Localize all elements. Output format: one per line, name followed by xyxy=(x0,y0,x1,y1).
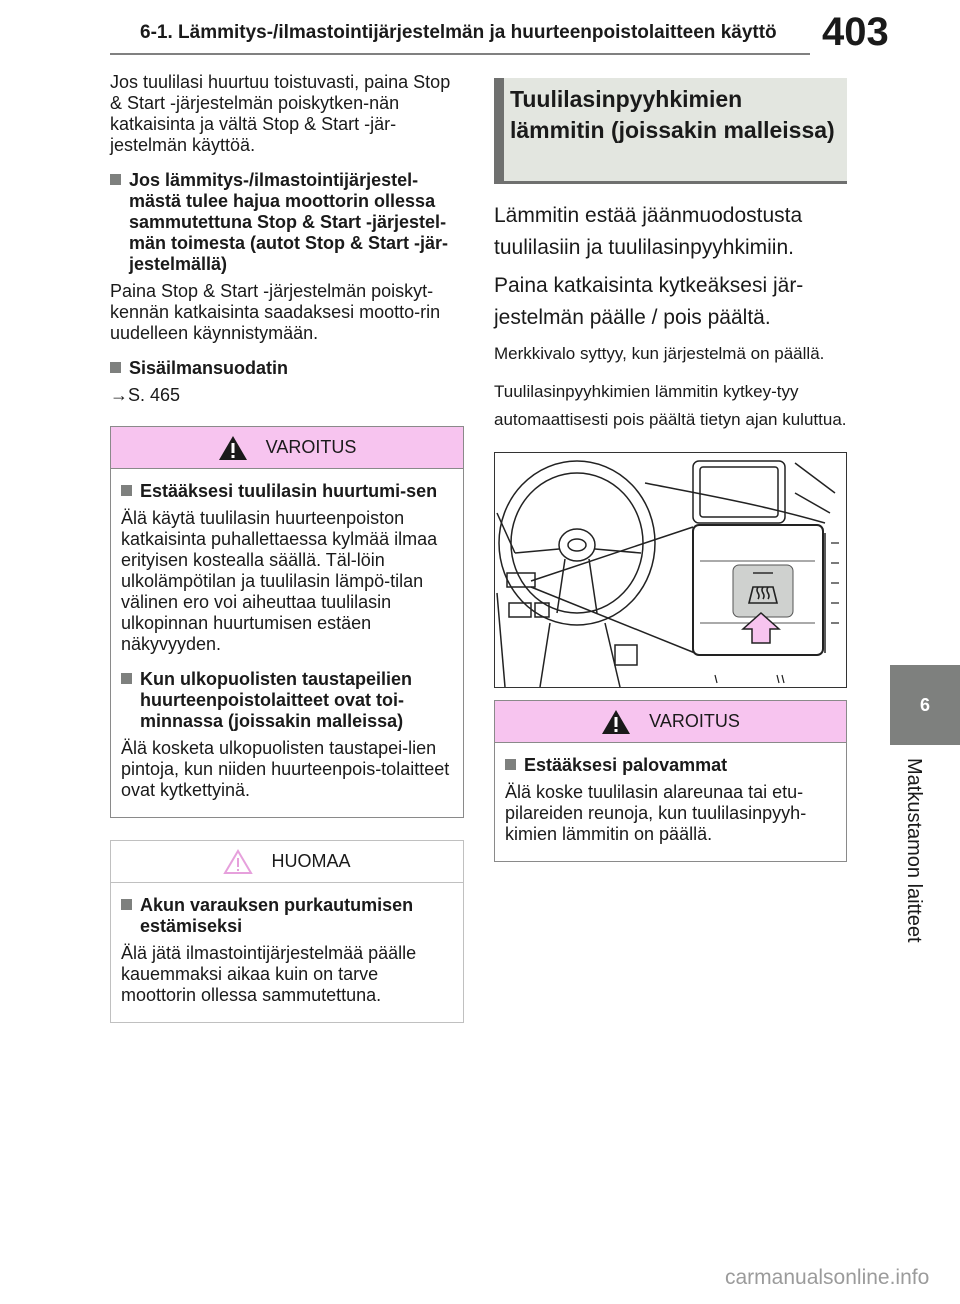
notice-item-heading-text: Akun varauksen purkautumisen estämiseksi xyxy=(140,895,414,936)
warning-item-text: Älä kosketa ulkopuolisten taustapei-lien pintoja, kun niiden huurteenpois-tolaitteet ovat kytkettyinä. xyxy=(121,738,450,800)
section-title-box xyxy=(494,78,847,184)
warning-box-right xyxy=(494,700,847,862)
notice-box xyxy=(110,840,464,1023)
warning-item-heading-text: Estääksesi palovammat xyxy=(524,755,728,775)
warning-triangle-icon xyxy=(601,709,631,735)
header-divider xyxy=(110,53,810,55)
notice-header xyxy=(111,841,463,883)
odor-heading-text: Jos lämmitys-/ilmastointijärjestel-mästä tulee hajua moottorin ollessa sammutettuna Stop & Start -järjestel-män toimesta (autot Stop & Start -jär-jestelmällä) xyxy=(129,170,449,274)
bullet-square-icon xyxy=(121,899,132,910)
warning-item-heading-text: Kun ulkopuolisten taustapeilien huurteenpoistolaitteet ovat toi-minnassa (joissakin malleissa) xyxy=(140,669,413,731)
filter-ref-text: S. 465 xyxy=(128,385,181,405)
dashboard-illustration xyxy=(494,452,847,688)
notice-item-text: Älä jätä ilmastointijärjestelmää päälle kauemmaksi aikaa kuin on tarve moottorin ollessa sammutettuna. xyxy=(121,943,417,1005)
filter-page-reference[interactable] xyxy=(110,385,464,406)
bullet-square-icon xyxy=(110,362,121,373)
bullet-square-icon xyxy=(505,759,516,770)
notice-item-heading xyxy=(121,895,453,937)
note-paragraph-2: Tuulilasinpyyhkimien lämmitin kytkey-tyy automaattisesti pois päältä tietyn ajan kuluttua. xyxy=(494,382,847,429)
filter-heading-text: Sisäilmansuodatin xyxy=(129,358,289,378)
chapter-label: Matkustamon laitteet xyxy=(903,758,925,943)
bullet-square-icon xyxy=(110,174,121,185)
lead-paragraph-2: Paina katkaisinta kytkeäksesi jär-jestelmän päälle / pois päältä. xyxy=(494,274,804,329)
arrow-right-icon: → xyxy=(110,385,128,405)
site-watermark: carmanualsonline.info xyxy=(725,1266,930,1289)
warning-triangle-icon xyxy=(218,435,248,461)
lead-paragraph-1: Lämmitin estää jäänmuodostusta tuulilasiin ja tuulilasinpyyhkimiin. xyxy=(494,204,803,259)
notice-title: HUOMAA xyxy=(271,851,351,871)
warning-item-heading xyxy=(121,481,453,502)
notice-body xyxy=(111,883,463,1022)
bullet-square-icon xyxy=(121,485,132,496)
warning-title: VAROITUS xyxy=(265,437,357,457)
notice-triangle-icon xyxy=(223,849,253,875)
warning-box-left xyxy=(110,426,464,818)
warning-item-heading-text: Estääksesi tuulilasin huurtumi-sen xyxy=(140,481,438,501)
warning-item-heading xyxy=(505,755,836,776)
section-accent-bar xyxy=(494,78,504,181)
intro-paragraph: Jos tuulilasi huurtuu toistuvasti, paina Stop & Start -järjestelmän poiskytken-nän katkaisinta ja vältä Stop & Start -jär-jestelmän käyttöä. xyxy=(110,72,451,155)
odor-heading xyxy=(110,170,464,275)
right-column xyxy=(494,78,847,884)
page-number: 403 xyxy=(822,10,889,54)
warning-title: VAROITUS xyxy=(649,711,740,731)
warning-item-text: Älä koske tuulilasin alareunaa tai etu-pilareiden reunoja, kun tuulilasinpyyh-kimien lämmitin on päällä. xyxy=(505,782,807,844)
note-paragraph-1: Merkkivalo syttyy, kun järjestelmä on päällä. xyxy=(494,344,825,363)
dashboard-drawing xyxy=(495,453,846,687)
odor-paragraph: Paina Stop & Start -järjestelmän poiskyt-kennän katkaisinta saadaksesi mootto-rin uudelleen käynnistymään. xyxy=(110,281,441,343)
warning-header xyxy=(111,427,463,469)
chapter-tab[interactable]: 6 xyxy=(890,665,960,745)
warning-header xyxy=(495,701,846,743)
section-title: Tuulilasinpyyhkimien lämmitin (joissakin malleissa) xyxy=(510,86,835,143)
page-header-title: 6-1. Lämmitys-/ilmastointijärjestelmän ja huurteenpoistolaitteen käyttö xyxy=(140,22,777,43)
warning-item-text: Älä käytä tuulilasin huurteenpoiston katkaisinta puhallettaessa kylmää ilmaa erityisen kostealla säällä. Täl-löin ulkolämpötilan ja tuulilasin lämpö-tilan välinen ero voi aiheuttaa tuulilasin ulkopinnan huurtumisen estäen näkyvyyden. xyxy=(121,508,438,654)
filter-heading xyxy=(110,358,464,379)
warning-item-heading xyxy=(121,669,453,732)
warning-body xyxy=(111,469,463,817)
warning-body xyxy=(495,743,846,861)
left-column xyxy=(110,72,464,1045)
bullet-square-icon xyxy=(121,673,132,684)
